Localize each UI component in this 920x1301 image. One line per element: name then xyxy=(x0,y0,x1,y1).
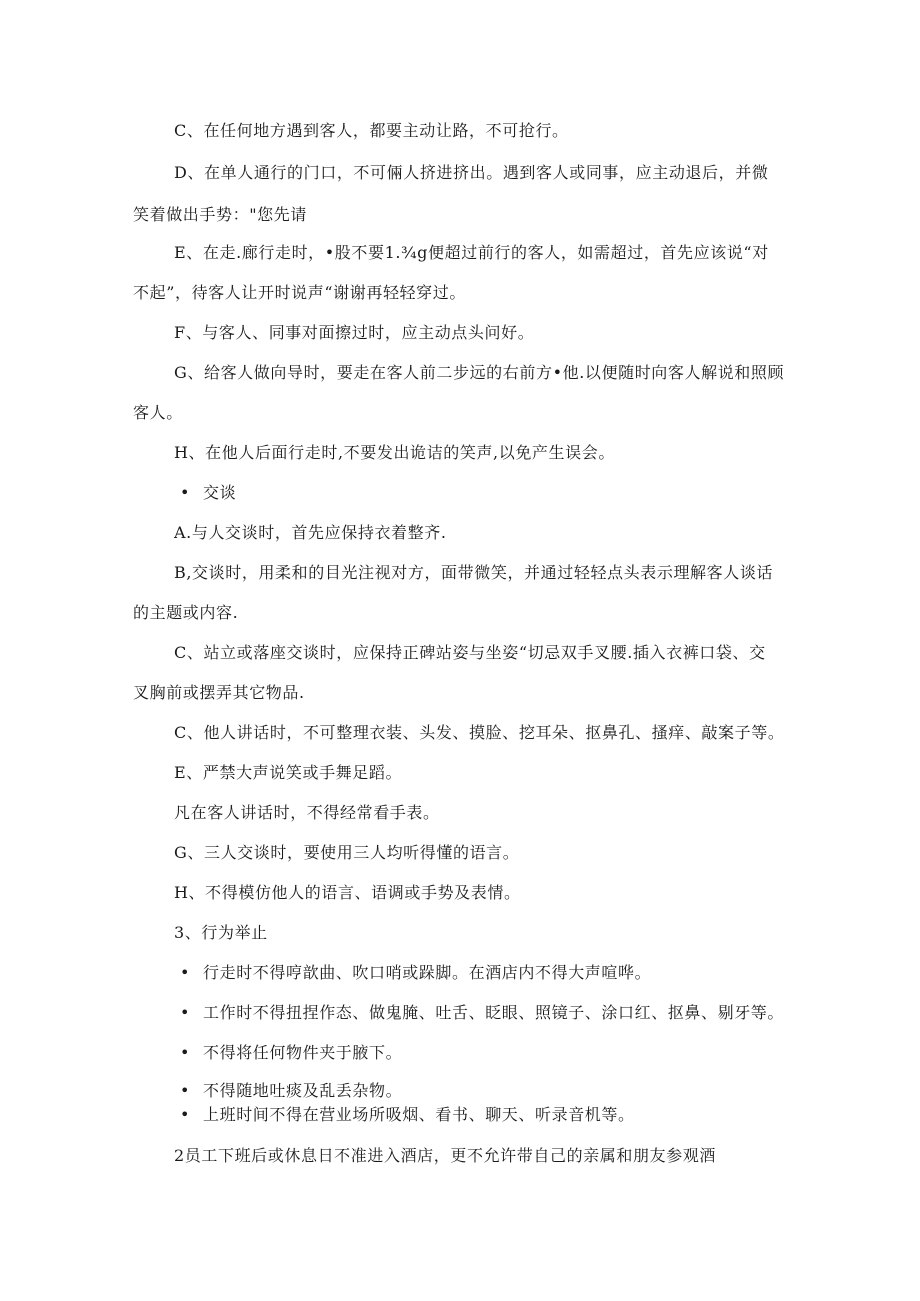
bullet-icon: • xyxy=(180,1043,190,1062)
paragraph-g-guiding-line1: G、给客人做向导时，要走在客人前二步远的右前方•他.以便随时向客人解说和照顾 xyxy=(174,363,785,382)
paragraph-staff-off-duty: 2员工下班后或休息日不准进入酒店，更不允许带自己的亲属和朋友参观酒 xyxy=(174,1146,716,1165)
paragraph-h-no-imitate: H、不得模仿他人的语言、语调或手势及表情。 xyxy=(174,883,521,902)
paragraph-h-behind: H、在他人后面行走时,不要发出诡诘的笑声,以免产生误会。 xyxy=(174,443,615,462)
paragraph-c-give-way: C、在任何地方遇到客人，都要主动让路，不可抢行。 xyxy=(174,121,569,140)
bullet-item: 上班时间不得在营业场所吸烟、看书、聊天、听录音机等。 xyxy=(203,1105,635,1124)
paragraph-g-language: G、三人交谈时，要使用三人均听得懂的语言。 xyxy=(174,843,520,862)
bullet-icon: • xyxy=(180,1105,190,1124)
bullet-icon: • xyxy=(180,1003,190,1022)
paragraph-no-watch: 凡在客人讲话时，不得经常看手表。 xyxy=(174,803,440,822)
paragraph-d-doorway-line1: D、在单人通行的门口，不可倆人挤进挤出。遇到客人或同事，应主动退后，并微 xyxy=(174,163,769,182)
bullet-item: 不得将任何物件夹于腋下。 xyxy=(203,1043,403,1062)
paragraph-c-no-grooming: C、他人讲话时，不可整理衣装、头发、摸脸、挖耳朵、抠鼻孔、搔痒、敲案子等。 xyxy=(174,723,785,742)
paragraph-e-no-loud: E、严禁大声说笑或手舞足蹈。 xyxy=(174,763,403,782)
bullet-icon: • xyxy=(180,483,190,502)
bullet-item: 行走时不得哼歆曲、吹口哨或跺脚。在酒店内不得大声喧哗。 xyxy=(203,963,652,982)
section-heading-conversation: 交谈 xyxy=(203,483,237,502)
paragraph-c-posture-line2: 叉胸前或摆弄其它物品. xyxy=(133,683,305,702)
bullet-icon: • xyxy=(180,963,190,982)
section-heading-behavior: 3、行为举止 xyxy=(174,923,268,942)
paragraph-e-corridor-line1: E、在走.廊行走时，•股不要1.¾g便超过前行的客人，如需超过，首先应该说“对 xyxy=(174,243,769,262)
paragraph-d-doorway-line2: 笑着做出手势："您先请 xyxy=(133,205,307,224)
paragraph-c-posture-line1: C、站立或落座交谈时，应保持正碑站姿与坐姿“切忌双手叉腰.插入衣裤口袋、交 xyxy=(174,643,766,662)
paragraph-a-attire: A.与人交谈时，首先应保持衣着整齐. xyxy=(174,523,447,542)
paragraph-g-guiding-line2: 客人。 xyxy=(133,403,183,422)
paragraph-b-eye-contact-line1: B,交谈时，用柔和的目光注视对方，面带微笑，并通过轻轻点头表示理解客人谈话 xyxy=(174,563,774,582)
paragraph-e-corridor-line2: 不起”，待客人让开时说声“谢谢再轻轻穿过。 xyxy=(133,283,466,302)
bullet-item: 工作时不得扭捏作态、做鬼腌、吐舌、眨眼、照镜子、涂口红、抠鼻、剔牙等。 xyxy=(203,1003,785,1022)
bullet-item: 不得随地吐痰及乱丢杂物。 xyxy=(203,1081,403,1100)
paragraph-f-greeting: F、与客人、同事对面擦过时，应主动点头问好。 xyxy=(174,323,535,342)
paragraph-b-eye-contact-line2: 的主题或内容. xyxy=(133,603,239,622)
bullet-icon: • xyxy=(180,1081,190,1100)
